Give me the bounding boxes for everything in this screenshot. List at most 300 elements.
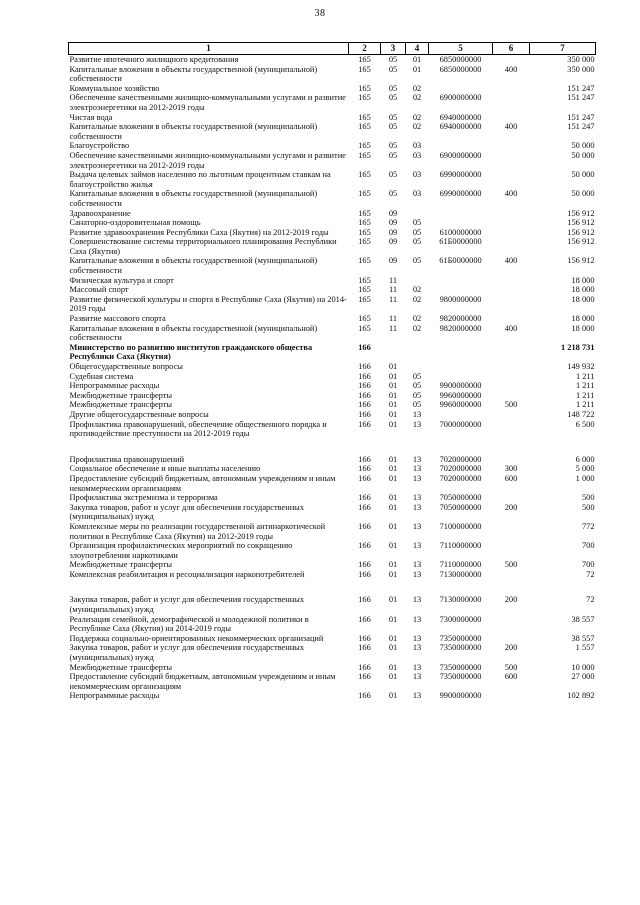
- row-section-cell: 01: [388, 381, 398, 391]
- row-amount-cell: 1 000: [575, 473, 595, 483]
- row-amount-cell: 1 557: [575, 643, 595, 653]
- row-name-cell: Коммунальное хозяйство: [69, 83, 160, 93]
- row-section-cell: 09: [388, 218, 398, 228]
- row-subsection-cell: 02: [412, 323, 422, 333]
- row-amount-cell: 10 000: [571, 662, 595, 672]
- row-ministry-code-cell: 166: [358, 672, 371, 682]
- table-row: [69, 503, 596, 522]
- row-expense-type-cell: [493, 170, 530, 189]
- row-section-cell: 01: [388, 521, 398, 531]
- table-row: [69, 324, 596, 343]
- row-ministry-code-cell: 165: [358, 141, 371, 151]
- row-section-cell: 09: [388, 256, 398, 266]
- row-subsection-cell: 13: [412, 502, 422, 512]
- row-subsection-cell: [406, 362, 429, 372]
- row-expense-type-cell: 400: [504, 323, 518, 333]
- row-target-article-cell: [429, 218, 493, 228]
- table-row: [69, 691, 596, 701]
- row-ministry-code-cell: 166: [358, 473, 371, 483]
- row-amount-cell: 72: [586, 595, 595, 605]
- row-subsection-cell: 13: [412, 614, 422, 624]
- row-expense-type-cell: [493, 285, 530, 295]
- row-section-cell: 01: [388, 560, 398, 570]
- row-target-article-cell: 7350000000: [439, 662, 482, 672]
- row-expense-type-cell: [493, 314, 530, 324]
- row-ministry-code-cell: 166: [358, 381, 371, 391]
- row-expense-type-cell: [493, 541, 530, 560]
- row-target-article-cell: 6100000000: [439, 227, 482, 237]
- table-row: [69, 141, 596, 151]
- row-section-cell: 11: [388, 275, 398, 285]
- row-name-cell: Здравоохранение: [69, 208, 131, 218]
- row-name-cell: Развитие ипотечного жилищного кредитования: [69, 55, 239, 64]
- table-row: [69, 474, 596, 493]
- row-target-article-cell: [429, 276, 493, 286]
- row-name-cell: Массовый спорт: [69, 285, 129, 295]
- row-target-article-cell: 7020000000: [439, 454, 482, 464]
- table-row: [69, 410, 596, 420]
- row-subsection-cell: 13: [412, 464, 422, 474]
- table-row: [69, 113, 596, 123]
- row-expense-type-cell: [493, 362, 530, 372]
- table-row: [69, 560, 596, 570]
- row-name-cell: Закупка товаров, работ и услуг для обеспечения государственных (муниципальных) нужд: [69, 643, 305, 663]
- row-subsection-cell: 05: [412, 390, 422, 400]
- row-name-cell: Межбюджетные трансферты: [69, 400, 173, 410]
- row-ministry-code-cell: 165: [358, 122, 371, 132]
- row-name-cell: Межбюджетные трансферты: [69, 560, 173, 570]
- row-amount-cell: 772: [581, 521, 595, 531]
- row-expense-type-cell: [493, 93, 530, 112]
- row-ministry-code-cell: 166: [358, 633, 371, 643]
- row-expense-type-cell: [493, 237, 530, 256]
- row-ministry-code-cell: 165: [358, 218, 371, 228]
- row-ministry-code-cell: 165: [358, 55, 371, 64]
- column-header: 6: [493, 43, 530, 55]
- row-expense-type-cell: [493, 634, 530, 644]
- row-name-cell: Закупка товаров, работ и услуг для обеспечения государственных (муниципальных) нужд: [69, 502, 305, 522]
- row-subsection-cell: [406, 343, 429, 362]
- table-row: [69, 372, 596, 382]
- table-row: [69, 256, 596, 275]
- row-target-article-cell: [429, 285, 493, 295]
- row-target-article-cell: 7350000000: [439, 633, 482, 643]
- row-expense-type-cell: [493, 276, 530, 286]
- row-section-cell: 05: [388, 189, 398, 199]
- row-ministry-code-cell: 165: [358, 285, 371, 295]
- row-ministry-code-cell: 166: [358, 560, 371, 570]
- row-target-article-cell: 7100000000: [439, 521, 482, 531]
- row-ministry-code-cell: 166: [358, 595, 371, 605]
- row-subsection-cell: 13: [412, 633, 422, 643]
- row-expense-type-cell: [493, 343, 530, 362]
- row-ministry-code-cell: 166: [358, 362, 371, 371]
- row-name-cell: Предоставление субсидий бюджетным, автономным учреждениям и иным некоммерческим организациям: [69, 672, 336, 691]
- row-name-cell: Непрограммные расходы: [69, 691, 160, 701]
- table-header-row: [69, 43, 596, 55]
- row-target-article-cell: 6940000000: [439, 112, 482, 122]
- row-expense-type-cell: 400: [504, 64, 518, 74]
- table-row: [69, 464, 596, 474]
- row-target-article-cell: [429, 372, 493, 382]
- row-ministry-code-cell: 165: [358, 112, 371, 122]
- row-amount-cell: 18 000: [571, 323, 595, 333]
- row-expense-type-cell: [493, 151, 530, 170]
- table-row: [69, 65, 596, 84]
- row-name-cell: Общегосударственные вопросы: [69, 362, 183, 371]
- row-expense-type-cell: [493, 615, 530, 634]
- row-name-cell: Другие общегосударственные вопросы: [69, 409, 209, 419]
- row-target-article-cell: [429, 141, 493, 151]
- row-subsection-cell: [406, 276, 429, 286]
- table-row: [69, 420, 596, 439]
- row-amount-cell: 700: [581, 560, 595, 570]
- row-name-cell: Комплексные меры по реализации государственной антинаркотической политики в Республике Саха (Якутия) на 2012-2019 годы: [69, 521, 326, 541]
- table-row: [69, 522, 596, 541]
- row-expense-type-cell: 400: [504, 189, 518, 199]
- row-expense-type-cell: [493, 84, 530, 94]
- row-target-article-cell: 9800000000: [439, 294, 482, 304]
- row-expense-type-cell: [493, 141, 530, 151]
- column-header: 2: [349, 43, 381, 55]
- row-amount-cell: 156 912: [567, 227, 595, 237]
- row-amount-cell: 350 000: [567, 55, 595, 64]
- column-header: 1: [69, 43, 349, 55]
- row-subsection-cell: 02: [412, 83, 422, 93]
- row-expense-type-cell: [493, 113, 530, 123]
- table-row: [69, 228, 596, 238]
- row-name-cell: Профилактика правонарушений, обеспечение общественного порядка и противодействие преступности на 2012-2019 годы: [69, 419, 327, 439]
- row-name-cell: Физическая культура и спорт: [69, 275, 174, 285]
- row-expense-type-cell: [493, 209, 530, 219]
- row-expense-type-cell: [493, 55, 530, 65]
- row-section-cell: 01: [388, 464, 398, 474]
- row-section-cell: [381, 343, 406, 362]
- row-expense-type-cell: [493, 391, 530, 401]
- row-ministry-code-cell: 165: [358, 93, 371, 103]
- row-subsection-cell: 05: [412, 400, 422, 410]
- row-expense-type-cell: [493, 493, 530, 503]
- row-section-cell: 01: [388, 409, 398, 419]
- table-row: [69, 643, 596, 662]
- row-amount-cell: 18 000: [571, 294, 595, 304]
- row-section-cell: 09: [388, 237, 398, 247]
- row-section-cell: 11: [388, 314, 398, 324]
- row-amount-cell: 156 912: [567, 218, 595, 228]
- row-expense-type-cell: 200: [504, 595, 518, 605]
- table-row: [69, 343, 596, 362]
- row-expense-type-cell: 600: [504, 473, 518, 483]
- row-name-cell: Развитие здравоохранения Республики Саха (Якутия) на 2012-2019 годы: [69, 227, 329, 237]
- row-name-cell: Капитальные вложения в объекты государственной (муниципальной) собственности: [69, 122, 318, 141]
- table-row: [69, 276, 596, 286]
- table-body: [69, 55, 596, 702]
- row-subsection-cell: 03: [412, 150, 422, 160]
- row-name-cell: Благоустройство: [69, 141, 130, 151]
- row-amount-cell: 156 912: [567, 208, 595, 218]
- row-subsection-cell: 13: [412, 419, 422, 429]
- row-target-article-cell: 7350000000: [439, 643, 482, 653]
- row-ministry-code-cell: 166: [358, 371, 371, 381]
- row-section-cell: 01: [388, 662, 398, 672]
- row-ministry-code-cell: 166: [358, 691, 371, 701]
- row-subsection-cell: 03: [412, 189, 422, 199]
- row-subsection-cell: 13: [412, 473, 422, 483]
- row-subsection-cell: 05: [412, 256, 422, 266]
- row-expense-type-cell: 500: [504, 560, 518, 570]
- row-expense-type-cell: [493, 372, 530, 382]
- row-expense-type-cell: 200: [504, 643, 518, 653]
- row-ministry-code-cell: 165: [358, 150, 371, 160]
- row-amount-cell: 1 218 731: [561, 342, 595, 352]
- row-expense-type-cell: [493, 570, 530, 580]
- row-section-cell: 01: [388, 595, 398, 605]
- table-row: [69, 55, 596, 65]
- row-target-article-cell: 7130000000: [439, 569, 482, 579]
- row-expense-type-cell: [493, 420, 530, 439]
- table-row: [69, 122, 596, 141]
- row-ministry-code-cell: 165: [358, 256, 371, 266]
- row-subsection-cell: 13: [412, 521, 422, 531]
- row-name-cell: Министерство по развитию институтов гражданского общества Республики Саха (Якутия): [69, 342, 313, 362]
- row-section-cell: 01: [388, 454, 398, 464]
- row-expense-type-cell: [493, 295, 530, 314]
- row-expense-type-cell: [493, 522, 530, 541]
- table-row: [69, 362, 596, 372]
- row-subsection-cell: 13: [412, 454, 422, 464]
- column-header: 5: [429, 43, 493, 55]
- row-subsection-cell: 13: [412, 569, 422, 579]
- row-name-cell: Капитальные вложения в объекты государственной (муниципальной) собственности: [69, 323, 318, 343]
- row-name-cell: Организация профилактических мероприятий по сокращению злоупотребления наркотиками: [69, 541, 293, 560]
- row-target-article-cell: 9820000000: [439, 323, 482, 333]
- row-target-article-cell: 7130000000: [439, 595, 482, 605]
- table-row: [69, 170, 596, 189]
- row-target-article-cell: 9900000000: [439, 691, 482, 701]
- row-amount-cell: 350 000: [567, 64, 595, 74]
- row-target-article-cell: 7020000000: [439, 464, 482, 474]
- table-row: [69, 189, 596, 208]
- row-subsection-cell: 05: [412, 371, 422, 381]
- row-amount-cell: 50 000: [571, 189, 595, 199]
- row-section-cell: 01: [388, 390, 398, 400]
- row-name-cell: Предоставление субсидий бюджетным, автономным учреждениям и иным некоммерческим организациям: [69, 473, 336, 493]
- table-row: [69, 400, 596, 410]
- row-section-cell: 11: [388, 294, 398, 304]
- table-row: [69, 314, 596, 324]
- row-name-cell: Профилактика правонарушений: [69, 454, 185, 464]
- row-amount-cell: 1 211: [575, 381, 595, 391]
- table-row: [69, 615, 596, 634]
- row-target-article-cell: 61Б0000000: [439, 256, 482, 266]
- row-expense-type-cell: [493, 381, 530, 391]
- table-row: [69, 455, 596, 465]
- row-name-cell: Совершенствование системы территориального планирования Республики Саха (Якутия): [69, 237, 337, 256]
- row-name-cell: Судебная система: [69, 371, 134, 381]
- row-amount-cell: 18 000: [571, 314, 595, 324]
- table-row: [69, 151, 596, 170]
- row-name-cell: Профилактика экстремизма и терроризма: [69, 493, 218, 503]
- row-amount-cell: 50 000: [571, 170, 595, 180]
- row-ministry-code-cell: 165: [358, 275, 371, 285]
- table-row: [69, 218, 596, 228]
- row-name-cell: Закупка товаров, работ и услуг для обеспечения государственных (муниципальных) нужд: [69, 595, 305, 615]
- row-ministry-code-cell: 165: [358, 227, 371, 237]
- table-row: [69, 634, 596, 644]
- row-expense-type-cell: 300: [504, 464, 518, 474]
- row-name-cell: Развитие физической культуры и спорта в Республике Саха (Якутия) на 2014-2019 годы: [69, 294, 347, 314]
- row-amount-cell: 102 892: [567, 691, 595, 701]
- row-ministry-code-cell: 166: [358, 569, 371, 579]
- table-row: [69, 663, 596, 673]
- row-name-cell: Развитие массового спорта: [69, 314, 166, 324]
- row-subsection-cell: 05: [412, 227, 422, 237]
- row-ministry-code-cell: 166: [358, 541, 371, 551]
- row-section-cell: 01: [388, 541, 398, 551]
- column-header: 4: [406, 43, 429, 55]
- table-row: [69, 391, 596, 401]
- row-ministry-code-cell: 166: [358, 342, 371, 352]
- row-section-cell: 05: [388, 64, 398, 74]
- row-expense-type-cell: [493, 228, 530, 238]
- row-amount-cell: 151 247: [567, 112, 595, 122]
- row-target-article-cell: 6990000000: [439, 189, 482, 199]
- row-subsection-cell: 01: [412, 64, 422, 74]
- row-name-cell: Межбюджетные трансферты: [69, 662, 173, 672]
- spacer-cell: [69, 579, 596, 595]
- row-target-article-cell: 6850000000: [439, 64, 482, 74]
- row-expense-type-cell: 400: [504, 122, 518, 132]
- row-expense-type-cell: 500: [504, 400, 518, 410]
- table-row: [69, 595, 596, 614]
- row-amount-cell: 18 000: [571, 275, 595, 285]
- row-section-cell: 01: [388, 614, 398, 624]
- table-row: [69, 381, 596, 391]
- row-name-cell: Капитальные вложения в объекты государственной (муниципальной) собственности: [69, 256, 318, 276]
- row-subsection-cell: 13: [412, 409, 422, 419]
- row-section-cell: 01: [388, 691, 398, 701]
- row-subsection-cell: 13: [412, 691, 422, 701]
- row-target-article-cell: 6900000000: [439, 93, 482, 103]
- row-subsection-cell: 13: [412, 493, 422, 503]
- row-name-cell: Социальное обеспечение и иные выплаты населению: [69, 464, 261, 474]
- row-section-cell: 05: [388, 112, 398, 122]
- row-amount-cell: 38 557: [571, 614, 595, 624]
- row-section-cell: 05: [388, 141, 398, 151]
- page-number: 38: [314, 8, 326, 19]
- row-target-article-cell: 7110000000: [439, 541, 482, 551]
- row-target-article-cell: 9960000000: [439, 390, 482, 400]
- row-subsection-cell: 13: [412, 541, 422, 551]
- column-header: 3: [381, 43, 406, 55]
- row-expense-type-cell: 400: [504, 256, 518, 266]
- row-section-cell: 05: [388, 83, 398, 93]
- row-target-article-cell: 7350000000: [439, 672, 482, 682]
- row-target-article-cell: 7050000000: [439, 502, 482, 512]
- row-section-cell: 05: [388, 93, 398, 103]
- row-section-cell: 05: [388, 170, 398, 180]
- table-row: [69, 285, 596, 295]
- row-target-article-cell: [429, 84, 493, 94]
- table-row: [69, 209, 596, 219]
- row-expense-type-cell: 500: [504, 662, 518, 672]
- row-amount-cell: 6 000: [575, 454, 595, 464]
- row-name-cell: Чистая вода: [69, 112, 113, 122]
- row-expense-type-cell: [493, 410, 530, 420]
- row-expense-type-cell: 200: [504, 502, 518, 512]
- row-amount-cell: 1 211: [575, 371, 595, 381]
- row-subsection-cell: 02: [412, 122, 422, 132]
- row-amount-cell: 1 211: [575, 400, 595, 410]
- row-ministry-code-cell: 166: [358, 614, 371, 624]
- row-subsection-cell: 13: [412, 560, 422, 570]
- table-row: [69, 93, 596, 112]
- row-ministry-code-cell: 166: [358, 464, 371, 474]
- row-subsection-cell: 05: [412, 381, 422, 391]
- row-section-cell: 09: [388, 208, 398, 218]
- row-section-cell: 11: [388, 323, 398, 333]
- row-subsection-cell: 02: [412, 112, 422, 122]
- row-subsection-cell: [406, 209, 429, 219]
- row-target-article-cell: 6900000000: [439, 150, 482, 160]
- row-section-cell: 01: [388, 362, 398, 371]
- row-expense-type-cell: [493, 455, 530, 465]
- row-name-cell: Санаторно-оздоровительная помощь: [69, 218, 201, 228]
- row-name-cell: Капитальные вложения в объекты государственной (муниципальной) собственности: [69, 64, 318, 84]
- row-section-cell: 01: [388, 473, 398, 483]
- row-subsection-cell: 13: [412, 672, 422, 682]
- row-section-cell: 01: [388, 633, 398, 643]
- row-name-cell: Реализация семейной, демографической и молодежной политики в Республике Саха (Якутия) на 2014-2019 годы: [69, 614, 309, 634]
- row-target-article-cell: 7050000000: [439, 493, 482, 503]
- row-section-cell: 05: [388, 150, 398, 160]
- row-subsection-cell: 02: [412, 285, 422, 295]
- row-expense-type-cell: [493, 218, 530, 228]
- row-amount-cell: 50 000: [571, 150, 595, 160]
- table-row: [69, 295, 596, 314]
- row-name-cell: Обеспечение качественными жилищно-коммунальными услугами и развитие электроэнергетики на 2012-2019 годы: [69, 150, 346, 170]
- row-amount-cell: 156 912: [567, 237, 595, 247]
- row-subsection-cell: 05: [412, 218, 422, 228]
- table-row-spacer: [69, 579, 596, 595]
- row-section-cell: 01: [388, 569, 398, 579]
- row-ministry-code-cell: 166: [358, 409, 371, 419]
- row-target-article-cell: 7020000000: [439, 473, 482, 483]
- row-section-cell: 01: [388, 502, 398, 512]
- table-row: [69, 541, 596, 560]
- row-name-cell: Капитальные вложения в объекты государственной (муниципальной) собственности: [69, 189, 318, 208]
- row-name-cell: Межбюджетные трансферты: [69, 390, 173, 400]
- row-section-cell: 01: [388, 672, 398, 682]
- column-header: 7: [530, 43, 596, 55]
- row-name-cell: Выдача целевых займов населению по льготным процентным ставкам на благоустройство жилья: [69, 170, 331, 189]
- row-amount-cell: 27 000: [571, 672, 595, 682]
- table-row: [69, 237, 596, 256]
- row-ministry-code-cell: 166: [358, 643, 371, 653]
- row-target-article-cell: 7110000000: [439, 560, 482, 570]
- row-subsection-cell: 13: [412, 643, 422, 653]
- row-amount-cell: 700: [581, 541, 595, 551]
- row-subsection-cell: 01: [412, 55, 422, 64]
- row-amount-cell: 151 247: [567, 122, 595, 132]
- row-target-article-cell: [429, 362, 493, 372]
- row-amount-cell: 148 722: [567, 409, 595, 419]
- row-target-article-cell: 6850000000: [439, 55, 482, 64]
- row-amount-cell: 18 000: [571, 285, 595, 295]
- row-name-cell: Обеспечение качественными жилищно-коммунальными услугами и развитие электроэнергетики на 2012-2019 годы: [69, 93, 346, 112]
- row-amount-cell: 1 211: [575, 390, 595, 400]
- row-ministry-code-cell: 166: [358, 493, 371, 503]
